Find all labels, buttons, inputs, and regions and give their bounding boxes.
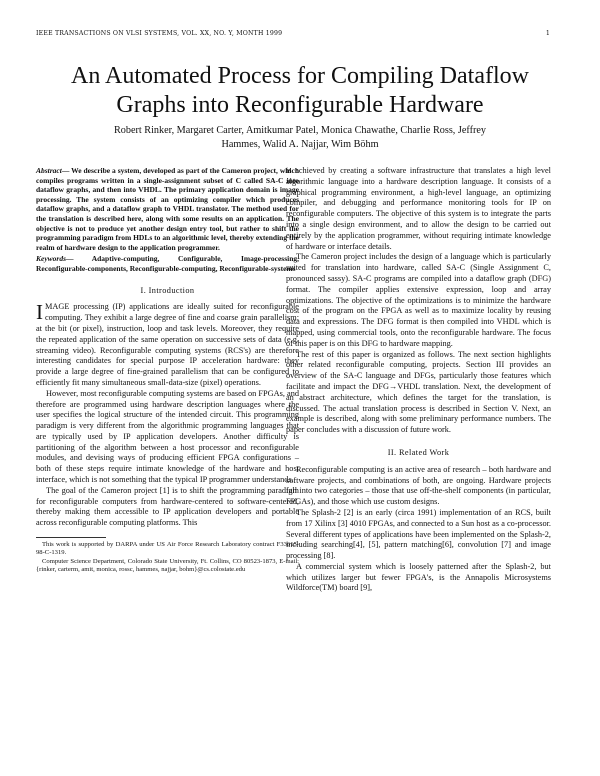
right-paragraph-2: The Cameron project includes the design of a language which is particularly suited for translation into hardware, called SA-C (Single Assignment C, pronounced sassy). SA-C programs are compiled into a dataflow graph (DFG) format. The compiler applies extensive expression, loop and array optimizations. The objective of the optimizations is to minimize the hardware cost of the program on the FPGA as well as to maximize locality by reusing data and expressions. The DFG format is then compiled into VHDL which is mapped, using commercial tools, onto the reconfigurable hardware. The focus of this paper is on this DFG to hardware mapping. [286, 252, 551, 348]
abstract-label: Abstract [36, 166, 62, 175]
intro-paragraph-1-text: MAGE processing (IP) applications are ideally suited for reconfigurable computing. They exhibit a large degree of fine and coarse grain parallelism: at the bit (or pixel), instruction, loop and task levels. Moreover, they require the repeated application of the same operation on successive sets of data (e.g. streaming video). Reconfigurable computing systems (RCS's) are therefore interesting candidates for special purpose IP acceleration hardware: they provide a large degree of fine-grained parallelism that can be configured to efficiently fit many simultaneous small-data-size (pixel) operations. [36, 302, 299, 387]
footnote-funding: This work is supported by DARPA under US Air Force Research Laboratory contract F33615-98-C-1319. [36, 541, 299, 557]
keywords-text: — Adaptive-computing, Configurable, Image-processing, Reconfigurable-components, Reconfigurable-computing, Reconfigurable-systems [36, 254, 299, 273]
keywords [36, 254, 299, 273]
keywords-label: Keywords [36, 254, 66, 264]
title-line-1: An Automated Process for Compiling Dataflow [71, 63, 529, 89]
section-heading-related-work: II. Related Work [387, 447, 450, 457]
left-column [36, 166, 299, 574]
section-heading-introduction: I. Introduction [140, 285, 195, 295]
right-paragraph-1: is achieved by creating a software infrastructure that translates a high level algorithmic language into a hardware description language. It consists of a graphical programming environment, a high-level language, an optimizing compiler, and debugging and performance monitoring tools for IP on reconfigurable computers. The objective of this system is to integrate the parts into a single design environment, and to allow the design to be carried out entirely by the application programmer, without requiring intimate knowledge of hardware or interface details. [286, 166, 551, 251]
right-column [286, 166, 551, 594]
authors-line-2: Hammes, Walid A. Najjar, Wim Böhm [221, 138, 379, 150]
footnote-rule [36, 537, 106, 538]
author-list [60, 124, 540, 151]
related-paragraph-3: A commercial system which is loosely patterned after the Splash-2, but which utilizes larger but fewer FPGA's, is the Annapolis Microsystems Wildforce(TM) board [9], [286, 561, 551, 593]
drop-cap: I [36, 300, 43, 325]
title-line-2: Graphs into Reconfigurable Hardware [116, 92, 484, 118]
right-paragraph-3: The rest of this paper is organized as follows. The next section highlights other related reconfigurable computing, projects. Section III provides an overview of the SA-C language and DFGs, particularly those features which facilitate and impact the DFG→VHDL translation. Next, the development of an abstract architecture, which defines the target for the translation, is discussed. The actual translation process is described in Section V. Next, an example is described, along with some preliminary performance numbers. The paper concludes with a discussion of future work. [286, 349, 551, 435]
intro-paragraph-2: However, most reconfigurable computing systems are based on FPGAs, and therefore are programmed using hardware description languages where the user specifies the logical structure of the intended circuit. This programming paradigm is very different from the algorithmic programming languages that are typically used by IP application developers. Another difficulty is partitioning of the algorithm between a host processor and reconfigurable modules, and devising ways of producing efficient FPGA configurations – both of these steps require intimate knowledge of the hardware and host interface, which is not something that the typical IP programmer understands. [36, 388, 299, 485]
abstract [36, 166, 299, 252]
running-head-text: IEEE TRANSACTIONS ON VLSI SYSTEMS, VOL. XX, NO. Y, MONTH 1999 [36, 30, 283, 37]
related-paragraph-2: The Splash-2 [2] is an early (circa 1991) implementation of an RCS, built from 17 Xilinx [3] 4010 FPGAs, and connected to a Sun host as a co-processor. Several different types of applications have been implemented on the Splash-2, including searching[4], [5], pattern matching[6], convolution [7] and image processing [8]. [286, 507, 551, 561]
footnote-affiliation: Computer Science Department, Colorado State University, Ft. Collins, CO 80523-1873, E-mail: {rinker, carterm, amit, monica, rossc, hammes, najjar, bohm}@cs.colostate.edu [36, 557, 299, 573]
intro-paragraph-3: The goal of the Cameron project [1] is to shift the programming paradigm for reconfigurable computers from hardware-centered to software-centered, thereby making them accessible to IP application developers and portable across reconfigurable computing platforms. This [36, 485, 299, 528]
abstract-text: — We describe a system, developed as part of the Cameron project, which compiles programs written in a single-assignment subset of C called SA-C into dataflow graphs, and then into VHDL. The primary application domain is image processing. The system consists of an optimizing compiler which produces dataflow graphs, and a dataflow graph to VHDL translator. The method used for the translation is described here, along with some results on an application. The objective is not to produce yet another design entry tool, but rather to shift the programming paradigm from HDLs to an algorithmic level, thereby extending the realm of hardware design to the application programmer. [36, 166, 299, 252]
page-number: 1 [545, 30, 550, 37]
related-paragraph-1: Reconfigurable computing is an active area of research – both hardware and software projects, and combinations of both, are ongoing. Hardware projects fall into two categories – those that use off-the-shelf components (in particular, FPGAs), and those which use custom designs. [286, 464, 551, 507]
authors-line-1: Robert Rinker, Margaret Carter, Amitkumar Patel, Monica Chawathe, Charlie Ross, Jeffrey [114, 125, 486, 136]
running-header [36, 30, 550, 42]
intro-paragraph-1 [36, 302, 299, 388]
paper-title [30, 62, 570, 120]
